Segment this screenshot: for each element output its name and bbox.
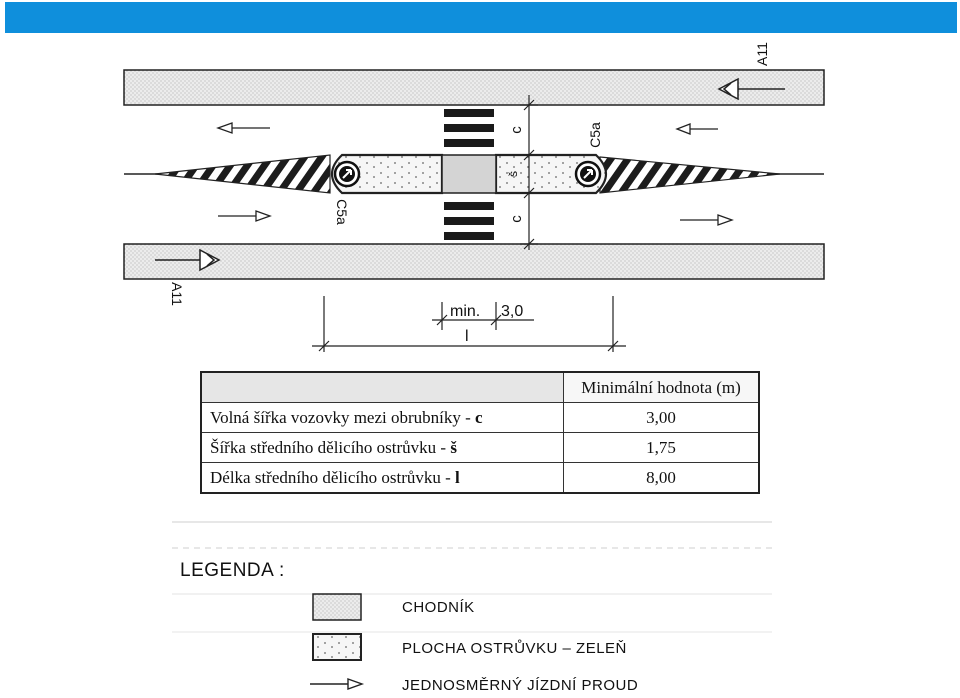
table-row-label	[201, 433, 564, 463]
dim-value: 3,0	[501, 303, 524, 320]
legend-arrow-icon	[310, 679, 362, 689]
crosswalk-bottom	[444, 202, 494, 240]
table-row-value: 1,75	[564, 433, 760, 463]
lane-arrow-bottom-right-icon	[680, 215, 732, 225]
legend-item-island: PLOCHA OSTRŮVKU – ZELEŇ	[402, 640, 627, 657]
dim-c-top: c	[508, 126, 525, 134]
label-c5a-bottom: C5a	[334, 199, 350, 225]
sidewalk-top	[124, 70, 824, 105]
table-row	[201, 433, 759, 463]
label-a11-top: A11	[754, 42, 770, 66]
row-symbol: c	[475, 407, 483, 427]
legend-swatch-sidewalk	[313, 594, 361, 620]
label-c5a-top: C5a	[587, 122, 603, 148]
table-header-value: Minimální hodnota (m)	[564, 372, 760, 403]
lane-arrow-top-right-icon	[677, 124, 718, 134]
table-row	[201, 463, 759, 494]
table-row-value: 8,00	[564, 463, 760, 494]
sign-c5a-right-icon	[576, 162, 600, 186]
dim-c-bottom: c	[508, 215, 525, 223]
lane-arrow-bottom-left-icon	[218, 211, 270, 221]
row-label-text: Šířka středního dělicího ostrůvku -	[210, 437, 451, 457]
legend-swatch-island	[313, 634, 361, 660]
row-symbol: š	[450, 437, 457, 457]
row-label-text: Délka středního dělicího ostrůvku -	[210, 467, 456, 487]
legend-item-lane: JEDNOSMĚRNÝ JÍZDNÍ PROUD	[402, 677, 639, 694]
dim-s: š	[506, 171, 520, 177]
legend-item-sidewalk: CHODNÍK	[402, 599, 475, 616]
crosswalk-top	[444, 109, 494, 147]
row-label-text: Volná šířka vozovky mezi obrubníky -	[210, 407, 476, 427]
lane-arrow-top-left-icon	[218, 123, 270, 133]
label-a11-bottom: A11	[169, 282, 185, 306]
dim-l: l	[465, 328, 469, 345]
table-row-label	[201, 403, 564, 433]
pedestrian-refuge	[442, 155, 496, 193]
table-header-row	[201, 372, 759, 403]
dim-min: min.	[450, 303, 481, 320]
taper-right	[600, 157, 780, 193]
values-table	[200, 371, 760, 494]
table-row-value: 3,00	[564, 403, 760, 433]
sidewalk-bottom	[124, 244, 824, 279]
row-symbol: l	[455, 467, 460, 487]
sign-c5a-left-icon	[335, 162, 359, 186]
table-header-empty	[201, 372, 564, 403]
table-row	[201, 403, 759, 433]
taper-left	[155, 155, 330, 193]
legend-title: LEGENDA :	[180, 560, 285, 581]
table-row-label	[201, 463, 564, 494]
